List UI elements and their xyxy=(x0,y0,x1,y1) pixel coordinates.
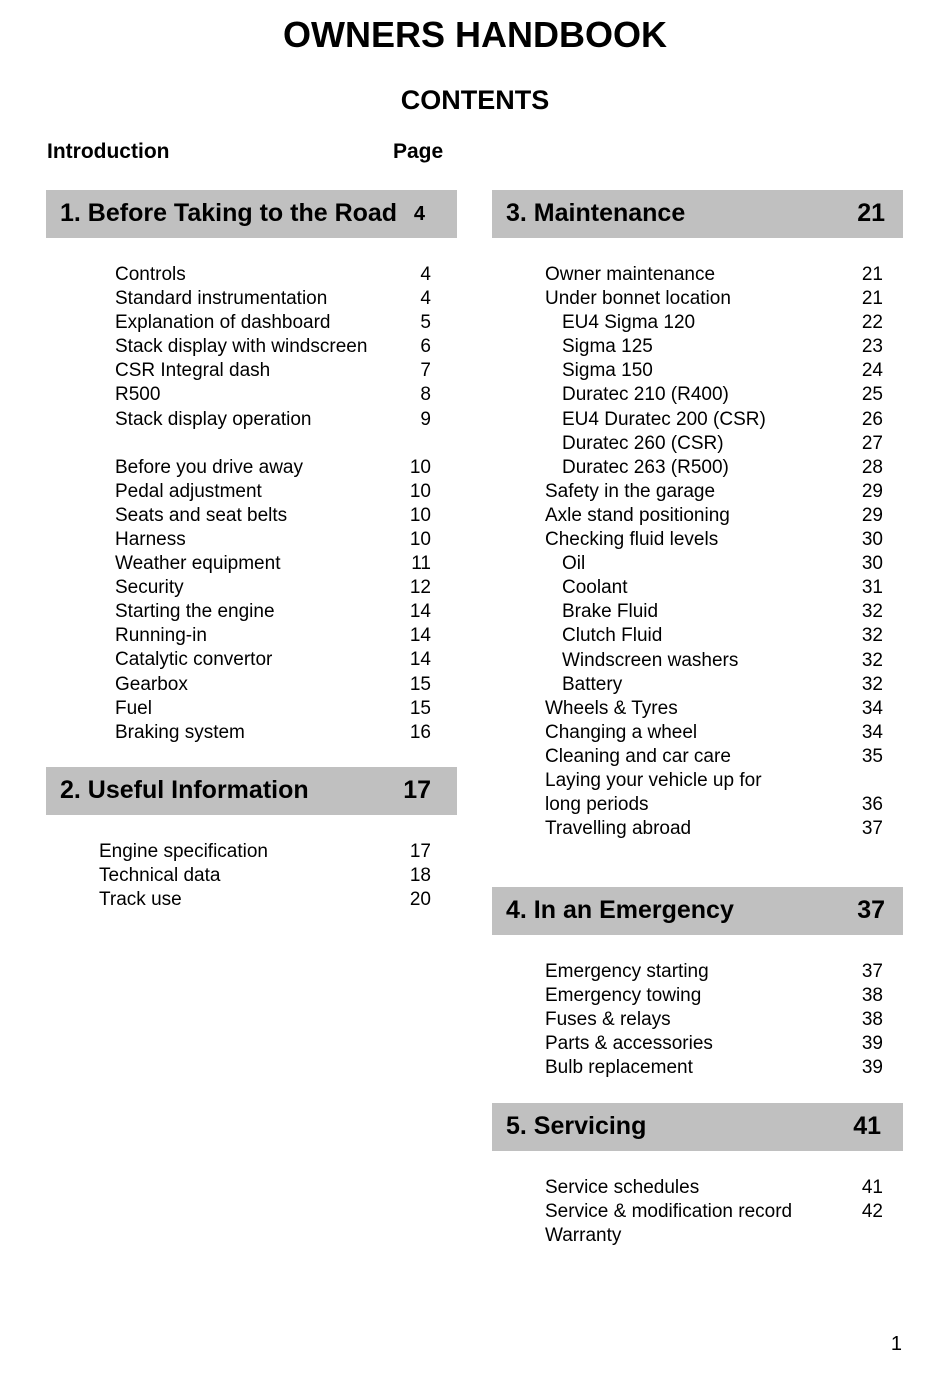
toc-entry-page: 30 xyxy=(861,553,883,575)
toc-entry xyxy=(545,359,883,383)
section-list-useful-information xyxy=(99,840,431,912)
toc-entry xyxy=(115,335,431,359)
toc-entry-label: Service & modification record xyxy=(545,1201,793,1223)
toc-entry-label: Emergency towing xyxy=(545,985,702,1007)
toc-entry-label: Stack display with windscreen xyxy=(115,336,368,358)
toc-entry-label: Bulb replacement xyxy=(545,1057,693,1079)
toc-entry-label: Warranty xyxy=(545,1225,622,1247)
toc-entry-label: Duratec 263 (R500) xyxy=(562,456,729,478)
toc-entry-page: 12 xyxy=(409,577,431,599)
toc-entry-label: Catalytic convertor xyxy=(115,649,273,671)
toc-entry-page: 34 xyxy=(861,721,883,743)
section-page: 4 xyxy=(413,203,425,225)
page-column-label: Page xyxy=(393,140,444,163)
toc-entry xyxy=(545,1032,883,1056)
toc-entry-page: 39 xyxy=(861,1057,883,1079)
toc-entry-label: Weather equipment xyxy=(115,553,281,575)
section-header-maintenance xyxy=(492,190,903,238)
toc-entry xyxy=(115,263,431,287)
toc-entry xyxy=(545,383,883,407)
toc-entry-label: Running-in xyxy=(115,625,207,647)
toc-entry xyxy=(545,263,883,287)
toc-entry-label: Axle stand positioning xyxy=(545,504,730,526)
toc-entry xyxy=(115,648,431,672)
toc-entry-label: Brake Fluid xyxy=(562,601,659,623)
toc-entry-page: 14 xyxy=(409,649,431,671)
toc-entry-label: Seats and seat belts xyxy=(115,504,288,526)
toc-entry-page: 25 xyxy=(861,384,883,406)
toc-entry-label: Starting the engine xyxy=(115,601,275,623)
toc-entry-page: 26 xyxy=(861,408,883,430)
section-page: 21 xyxy=(857,199,885,227)
toc-entry xyxy=(115,359,431,383)
toc-entry-page: 32 xyxy=(861,601,883,623)
toc-entry-label: Parts & accessories xyxy=(545,1033,713,1055)
toc-entry-page: 29 xyxy=(861,504,883,526)
toc-entry-page: 10 xyxy=(409,528,431,550)
toc-entry-page: 10 xyxy=(409,504,431,526)
section-list-servicing xyxy=(545,1176,883,1248)
toc-entry-page: 8 xyxy=(420,384,431,406)
toc-entry-page: 15 xyxy=(409,697,431,719)
toc-entry xyxy=(545,504,883,528)
toc-entry xyxy=(115,721,431,745)
toc-entry xyxy=(545,697,883,721)
toc-entry-label: R500 xyxy=(115,384,161,406)
toc-entry-label: Battery xyxy=(562,673,623,695)
toc-entry-page: 4 xyxy=(420,288,431,310)
toc-entry-label: Oil xyxy=(562,553,586,575)
section-header-before-road xyxy=(46,190,457,238)
toc-entry-page: 4 xyxy=(420,264,431,285)
toc-entry xyxy=(545,1056,883,1080)
toc-entry xyxy=(115,552,431,576)
toc-entry-page: 10 xyxy=(409,456,431,478)
toc-entry-page: 7 xyxy=(420,360,431,382)
toc-entry-page: 14 xyxy=(409,625,431,647)
toc-entry-label: Explanation of dashboard xyxy=(115,312,331,334)
toc-entry-label: Harness xyxy=(115,528,186,550)
toc-entry xyxy=(545,649,883,673)
toc-entry-label: Service schedules xyxy=(545,1177,700,1198)
toc-entry xyxy=(99,888,431,912)
toc-entry-label: EU4 Duratec 200 (CSR) xyxy=(562,408,766,430)
toc-entry xyxy=(115,383,431,407)
section-title: 2. Useful Information xyxy=(60,776,309,804)
toc-entry-label: EU4 Sigma 120 xyxy=(562,312,696,334)
toc-entry-page: 38 xyxy=(861,1009,883,1031)
section-list-maintenance xyxy=(545,263,883,841)
contents-heading: CONTENTS xyxy=(400,85,550,115)
toc-entry-page: 5 xyxy=(420,312,431,334)
toc-entry-page: 22 xyxy=(861,312,883,334)
toc-entry-label: Safety in the garage xyxy=(545,480,716,502)
section-page: 41 xyxy=(853,1112,881,1140)
toc-entry-label: Sigma 125 xyxy=(562,336,653,358)
toc-entry xyxy=(545,311,883,335)
toc-spacer xyxy=(115,432,431,456)
toc-entry-label: Standard instrumentation xyxy=(115,288,328,310)
toc-entry xyxy=(545,600,883,624)
toc-entry-label: Windscreen washers xyxy=(562,649,739,671)
section-header-emergency xyxy=(492,887,903,935)
toc-entry-page: 34 xyxy=(861,697,883,719)
toc-entry-page: 28 xyxy=(861,456,883,478)
toc-entry-page: 36 xyxy=(861,794,883,816)
toc-entry-page: 21 xyxy=(861,288,883,310)
toc-entry-page: 32 xyxy=(861,673,883,695)
section-list-emergency xyxy=(545,960,883,1080)
toc-entry-label: Changing a wheel xyxy=(545,721,698,743)
toc-entry-page: 21 xyxy=(861,264,883,285)
page-number: 1 xyxy=(890,1333,902,1355)
section-title: 4. In an Emergency xyxy=(506,896,734,924)
toc-entry-label: Clutch Fluid xyxy=(562,625,663,647)
toc-entry xyxy=(99,864,431,888)
toc-entry-label: Engine specification xyxy=(99,841,268,862)
toc-entry-page: 31 xyxy=(861,577,883,599)
toc-entry-label: Emergency starting xyxy=(545,961,709,982)
toc-entry xyxy=(545,552,883,576)
section-page: 37 xyxy=(857,896,885,924)
toc-entry-page: 10 xyxy=(409,480,431,502)
toc-entry-label: Duratec 260 (CSR) xyxy=(562,432,724,454)
toc-entry-page: 32 xyxy=(861,625,883,647)
toc-entry xyxy=(545,769,883,793)
toc-entry-label: Security xyxy=(115,577,184,599)
toc-entry xyxy=(545,408,883,432)
toc-entry-label: long periods xyxy=(545,794,649,816)
toc-entry xyxy=(545,432,883,456)
section-title: 5. Servicing xyxy=(506,1112,647,1140)
toc-entry-page: 29 xyxy=(861,480,883,502)
toc-entry xyxy=(115,697,431,721)
toc-entry xyxy=(115,528,431,552)
toc-entry xyxy=(545,335,883,359)
toc-entry-label: Braking system xyxy=(115,721,245,743)
toc-entry-label: Technical data xyxy=(99,865,221,887)
toc-entry-label: Stack display operation xyxy=(115,408,312,430)
toc-entry-page: 14 xyxy=(409,601,431,623)
toc-entry-page: 37 xyxy=(861,961,883,982)
toc-entry-label: Track use xyxy=(99,889,182,911)
toc-entry-page: 38 xyxy=(861,985,883,1007)
section-header-servicing xyxy=(492,1103,903,1151)
section-title: 3. Maintenance xyxy=(506,199,686,227)
section-list-before-road xyxy=(115,263,431,745)
introduction-label: Introduction xyxy=(47,140,170,163)
section-page: 17 xyxy=(403,776,431,804)
section-title: 1. Before Taking to the Road xyxy=(60,199,398,227)
toc-entry-page: 20 xyxy=(409,889,431,911)
toc-entry-label: Pedal adjustment xyxy=(115,480,262,502)
section-header-useful-information xyxy=(46,767,457,815)
toc-entry-page: 27 xyxy=(861,432,883,454)
toc-entry xyxy=(99,840,431,864)
toc-entry xyxy=(115,504,431,528)
toc-entry-label: Under bonnet location xyxy=(545,288,731,310)
toc-entry-page: 41 xyxy=(861,1177,883,1198)
toc-entry-page: 17 xyxy=(409,841,431,862)
toc-entry-page: 11 xyxy=(411,553,431,575)
toc-entry xyxy=(115,408,431,432)
toc-entry xyxy=(115,311,431,335)
toc-entry-page: 37 xyxy=(861,818,883,840)
toc-entry-label: Fuel xyxy=(115,697,152,719)
toc-entry xyxy=(545,624,883,648)
toc-entry-page: 16 xyxy=(409,721,431,743)
toc-entry-label: CSR Integral dash xyxy=(115,360,271,382)
toc-entry xyxy=(545,745,883,769)
toc-entry-page: 42 xyxy=(861,1201,883,1223)
toc-entry xyxy=(115,456,431,480)
toc-entry-page: 24 xyxy=(861,360,883,382)
toc-entry-label: Checking fluid levels xyxy=(545,529,719,551)
toc-entry xyxy=(545,984,883,1008)
toc-entry-label: Before you drive away xyxy=(115,456,303,478)
toc-entry xyxy=(545,480,883,504)
toc-entry-label: Cleaning and car care xyxy=(545,745,731,767)
toc-entry-label: Gearbox xyxy=(115,673,188,695)
toc-entry xyxy=(545,528,883,552)
toc-entry xyxy=(115,287,431,311)
toc-entry-label: Fuses & relays xyxy=(545,1009,671,1031)
toc-entry-page: 23 xyxy=(861,336,883,358)
toc-entry-page: 30 xyxy=(861,529,883,551)
toc-entry-label: Travelling abroad xyxy=(545,818,692,840)
toc-entry xyxy=(545,287,883,311)
toc-entry xyxy=(115,600,431,624)
toc-entry xyxy=(115,576,431,600)
toc-entry-label: Controls xyxy=(115,264,186,285)
toc-entry-page: 32 xyxy=(861,649,883,671)
toc-entry-page: 9 xyxy=(420,408,431,430)
toc-entry xyxy=(115,673,431,697)
toc-entry-label: Wheels & Tyres xyxy=(545,697,678,719)
document-title: OWNERS HANDBOOK xyxy=(283,14,667,55)
toc-entry-label: Duratec 210 (R400) xyxy=(562,384,729,406)
toc-entry xyxy=(545,721,883,745)
toc-entry xyxy=(545,1224,883,1248)
toc-entry-page: 6 xyxy=(420,336,431,358)
toc-entry xyxy=(545,1200,883,1224)
toc-entry-label: Coolant xyxy=(562,577,628,599)
toc-entry xyxy=(545,793,883,817)
toc-entry xyxy=(545,960,883,984)
toc-entry xyxy=(545,456,883,480)
toc-entry-label: Laying your vehicle up for xyxy=(545,769,762,791)
toc-entry xyxy=(545,1176,883,1200)
toc-entry xyxy=(545,576,883,600)
toc-entry xyxy=(115,480,431,504)
toc-entry-page: 18 xyxy=(409,865,431,887)
toc-entry-page: 39 xyxy=(861,1033,883,1055)
toc-entry xyxy=(545,673,883,697)
toc-entry-label: Owner maintenance xyxy=(545,264,716,285)
toc-entry xyxy=(545,1008,883,1032)
toc-entry-page: 35 xyxy=(861,745,883,767)
toc-entry-page: 15 xyxy=(409,673,431,695)
toc-entry xyxy=(115,624,431,648)
toc-entry-label: Sigma 150 xyxy=(562,360,653,382)
toc-entry xyxy=(545,817,883,841)
